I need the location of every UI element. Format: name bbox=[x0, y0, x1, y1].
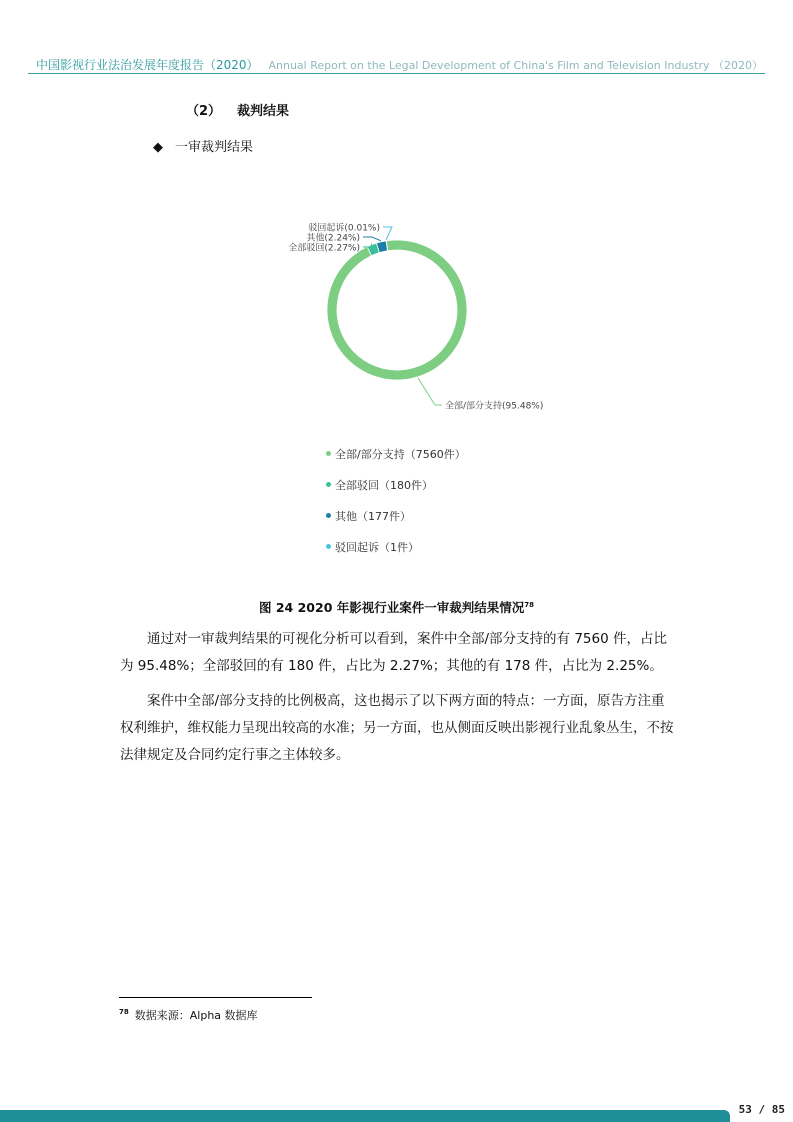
leader-line-2 bbox=[363, 237, 381, 241]
footnote-mark: 78 bbox=[119, 1008, 129, 1017]
donut-chart bbox=[240, 200, 580, 420]
leader-line-3 bbox=[383, 227, 392, 240]
header-divider bbox=[28, 73, 765, 74]
slice-label-3: 驳回起诉(0.01%) bbox=[308, 223, 380, 234]
footnote-text: 数据来源：Alpha 数据库 bbox=[134, 1009, 258, 1022]
slice-label-0: 全部/部分支持(95.48%) bbox=[445, 401, 544, 412]
legend-dot-icon bbox=[326, 513, 331, 518]
legend-dot-icon bbox=[326, 544, 331, 549]
subheading-text: 一审裁判结果 bbox=[175, 140, 254, 155]
diamond-bullet-icon: ◆ bbox=[153, 140, 163, 155]
section-title: 裁判结果 bbox=[237, 104, 290, 119]
footer-bar bbox=[0, 1110, 730, 1122]
legend-dot-icon bbox=[326, 482, 331, 487]
legend-label: 全部/部分支持（7560件） bbox=[335, 448, 466, 461]
caption-text: 图 24 2020 年影视行业案件一审裁判结果情况 bbox=[259, 600, 525, 615]
header-left-title: 中国影视行业法治发展年度报告（2020） bbox=[36, 58, 259, 72]
slice-label-1: 全部驳回(2.27%) bbox=[288, 243, 360, 254]
legend-item-1 bbox=[326, 477, 466, 508]
leader-line-0 bbox=[418, 378, 442, 405]
paragraph-2: 案件中全部/部分支持的比例极高，这也揭示了以下两方面的特点：一方面，原告方注重权利维护，维权能力呈现出较高的水准；另一方面，也从侧面反映出影视行业乱象丛生，不按法律规定及合同约定行事之主体较多。 bbox=[120, 693, 674, 763]
figure-caption bbox=[0, 598, 793, 616]
chart-legend bbox=[326, 446, 466, 570]
caption-footnote-ref: 78 bbox=[524, 600, 534, 609]
legend-item-0 bbox=[326, 446, 466, 477]
legend-dot-icon bbox=[326, 451, 331, 456]
legend-item-3 bbox=[326, 539, 466, 570]
subheading bbox=[153, 136, 253, 155]
legend-label: 全部驳回（180件） bbox=[335, 479, 433, 492]
slice-label-2: 其他(2.24%) bbox=[306, 233, 360, 244]
donut-slices bbox=[327, 240, 467, 380]
section-heading bbox=[186, 100, 289, 119]
footnote-divider bbox=[119, 997, 312, 998]
paragraph-1: 通过对一审裁判结果的可视化分析可以看到，案件中全部/部分支持的有 7560 件，占比为 95.48%；全部驳回的有 180 件，占比为 2.27%；其他的有 178 件，占比为 2.25%。 bbox=[120, 631, 667, 674]
legend-label: 驳回起诉（1件） bbox=[335, 541, 419, 554]
header-right-title: Annual Report on the Legal Development of China's Film and Television Industry （2020） bbox=[268, 59, 763, 72]
section-number: （2） bbox=[186, 104, 222, 119]
legend-item-2 bbox=[326, 508, 466, 539]
page-number: 53 / 85 bbox=[738, 1103, 785, 1116]
footnote bbox=[119, 1007, 258, 1023]
legend-label: 其他（177件） bbox=[335, 510, 411, 523]
donut-slice-0 bbox=[327, 240, 467, 380]
